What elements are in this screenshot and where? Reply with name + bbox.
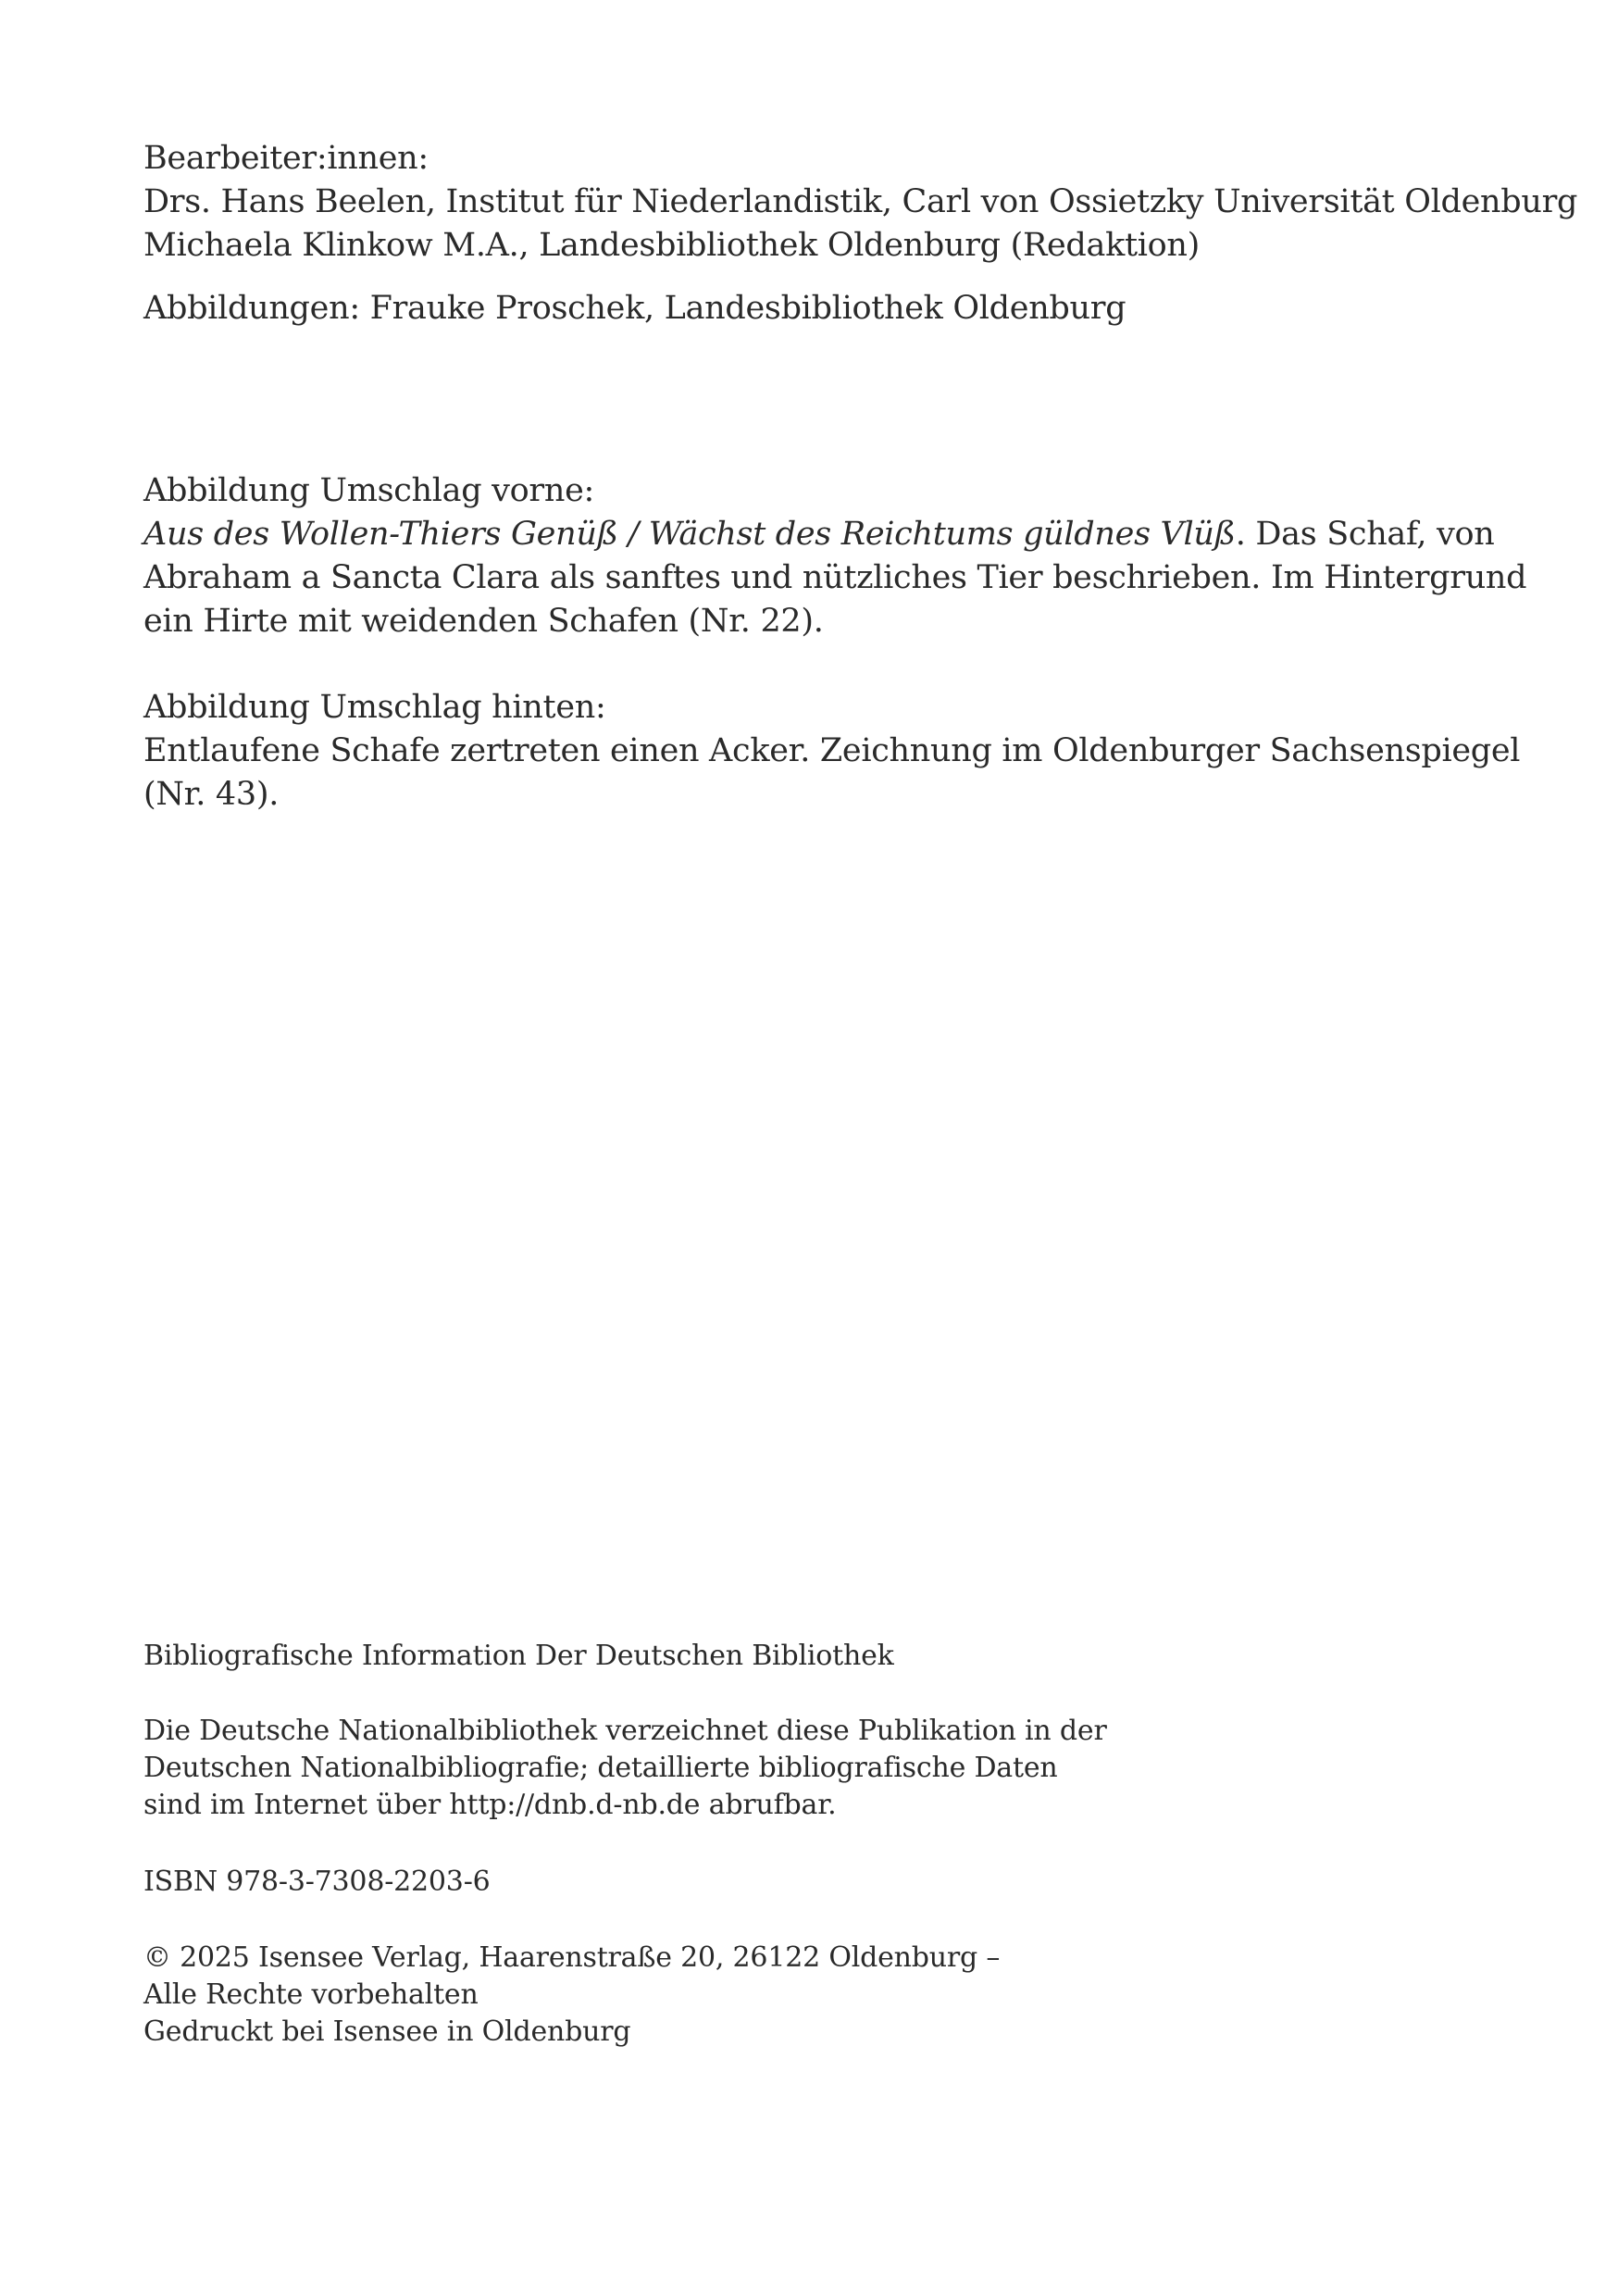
cover-front-caption-line: ein Hirte mit weidenden Schafen (Nr. 22). — [143, 603, 824, 640]
copyright-line: Alle Rechte vorbehalten — [143, 1978, 479, 2011]
editor-line: Drs. Hans Beelen, Institut für Niederlandistik, Carl von Ossietzky Universität Oldenburg — [143, 183, 1578, 220]
isbn-block — [143, 1864, 1486, 1901]
cover-back-caption-line: (Nr. 43). — [143, 776, 280, 813]
biblio-notice-block — [143, 1713, 1486, 1824]
isbn: ISBN 978-3-7308-2203-6 — [143, 1866, 491, 1898]
cover-front-caption-rest: . Das Schaf, von — [1235, 516, 1495, 553]
cover-front-title: Aus des Wollen-Thiers Genüß / Wächst des Reichtums güldnes Vlüß — [143, 516, 1236, 553]
cover-back-label: Abbildung Umschlag hinten: — [143, 689, 606, 726]
biblio-notice-line: Die Deutsche Nationalbibliothek verzeichnet diese Publikation in der — [143, 1715, 1107, 1747]
cover-front-caption-line — [143, 513, 1495, 556]
cover-front-label: Abbildung Umschlag vorne: — [143, 472, 594, 509]
copyright-block — [143, 1940, 1486, 2051]
copyright-line: Gedruckt bei Isensee in Oldenburg — [143, 2015, 631, 2048]
illustrations-line: Abbildungen: Frauke Proschek, Landesbibliothek Oldenburg — [143, 290, 1126, 327]
biblio-notice-line: sind im Internet über http://dnb.d-nb.de abrufbar. — [143, 1789, 837, 1821]
biblio-notice-line: Deutschen Nationalbibliografie; detaillierte bibliografische Daten — [143, 1752, 1058, 1784]
editor-line: Michaela Klinkow M.A., Landesbibliothek Oldenburg (Redaktion) — [143, 227, 1201, 264]
biblio-heading-block — [143, 1638, 1486, 1675]
cover-front-block — [143, 469, 1527, 643]
cover-back-block — [143, 686, 1521, 817]
copyright-line: © 2025 Isensee Verlag, Haarenstraße 20, 26122 Oldenburg – — [143, 1941, 1001, 1974]
biblio-heading: Bibliografische Information Der Deutschen Bibliothek — [143, 1640, 894, 1672]
illustrations-credit — [143, 287, 1486, 331]
cover-front-caption-line: Abraham a Sancta Clara als sanftes und nützliches Tier beschrieben. Im Hintergrund — [143, 559, 1527, 596]
editors-label: Bearbeiter:innen: — [143, 140, 429, 177]
editors-block — [143, 137, 1578, 268]
cover-back-caption-line: Entlaufene Schafe zertreten einen Acker. Zeichnung im Oldenburger Sachsenspiegel — [143, 732, 1521, 769]
